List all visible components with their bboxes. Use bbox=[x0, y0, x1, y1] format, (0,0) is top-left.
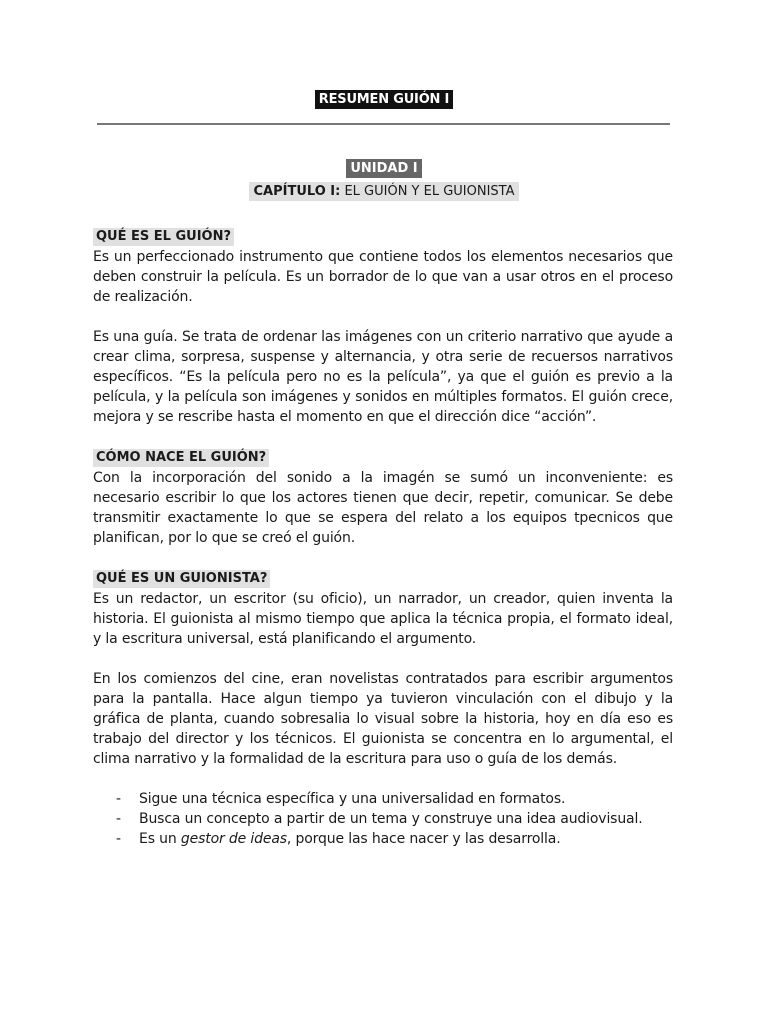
paragraph: Es una guía. Se trata de ordenar las imágenes con un criterio narrativo que ayude a crear clima, sorpresa, suspense y alternancia, y otra serie de recuersos narrativos específicos. “Es la película pero no es la película”, ya que el guión es previo a la película, y la película son imágenes y sonidos en múltiples formatos. El guión crece, mejora y se rescribe hasta el momento en que el dirección dice “acción”. bbox=[93, 329, 673, 425]
paragraph: Es un redactor, un escritor (su oficio), un narrador, un creador, quien inventa la historia. El guionista al mismo tiempo que aplica la técnica propia, el formato ideal, y la escritura universal, está planificando el argumento. bbox=[93, 591, 673, 647]
paragraph: En los comienzos del cine, eran novelistas contratados para escribir argumentos para la pantalla. Hace algun tiempo ya tuvieron vinculación con el dibujo y la gráfica de planta, cuando sobresalia lo visual sobre la historia, hoy en día eso es trabajo del director y los técnicos. El guionista se concentra en lo argumental, el clima narrativo y la formalidad de la escritura para uso o guía de los demás. bbox=[93, 671, 673, 767]
list-item bbox=[93, 809, 673, 829]
paragraph-spacer bbox=[93, 769, 673, 789]
list-item-text-end: , porque las hace nacer y las desarrolla. bbox=[286, 831, 561, 847]
section-que-es-un-guionista bbox=[93, 568, 673, 849]
chapter-label: CAPÍTULO I: bbox=[253, 184, 341, 199]
title-divider bbox=[97, 123, 670, 125]
paragraph: Es un perfeccionado instrumento que contiene todos los elementos necesarios que deben construir la película. Es un borrador de lo que van a usar otros en el proceso de realización. bbox=[93, 249, 673, 305]
list-dash: - bbox=[116, 811, 121, 827]
unit-heading: UNIDAD I bbox=[346, 159, 421, 178]
section-heading: QUÉ ES UN GUIONISTA? bbox=[93, 570, 270, 588]
section-spacer bbox=[93, 548, 673, 568]
paragraph: Con la incorporación del sonido a la imagén se sumó un inconveniente: es necesario escribir lo que los actores tienen que decir, repetir, comunicar. Se debe transmitir exactamente lo que se espera del relato a los equipos tpecnicos que planifican, por lo que se creó el guión. bbox=[93, 470, 673, 546]
chapter-heading bbox=[249, 182, 518, 201]
section-heading: CÓMO NACE EL GUIÓN? bbox=[93, 449, 269, 467]
list-item bbox=[93, 829, 673, 849]
section-que-es-el-guion bbox=[93, 226, 673, 427]
list-dash: - bbox=[116, 831, 121, 847]
list-item bbox=[93, 789, 673, 809]
unit-heading-block bbox=[0, 157, 768, 176]
section-heading: QUÉ ES EL GUIÓN? bbox=[93, 228, 234, 246]
section-spacer bbox=[93, 427, 673, 447]
list-item-text: Busca un concepto a partir de un tema y construye una idea audiovisual. bbox=[139, 811, 643, 827]
chapter-title: EL GUIÓN Y EL GUIONISTA bbox=[340, 184, 515, 199]
list-dash: - bbox=[116, 791, 121, 807]
document-title: RESUMEN GUIÓN I bbox=[315, 90, 453, 109]
guionista-list bbox=[93, 789, 673, 849]
paragraph-spacer bbox=[93, 307, 673, 327]
paragraph-spacer bbox=[93, 649, 673, 669]
document-title-block bbox=[0, 88, 768, 107]
chapter-heading-block bbox=[0, 180, 768, 199]
list-item-emphasis: gestor de ideas bbox=[180, 831, 287, 847]
document-body bbox=[93, 226, 673, 849]
section-como-nace-el-guion bbox=[93, 447, 673, 548]
list-item-text bbox=[139, 831, 561, 847]
list-item-text: Sigue una técnica específica y una universalidad en formatos. bbox=[139, 791, 566, 807]
list-item-text-start: Es un bbox=[139, 831, 181, 847]
